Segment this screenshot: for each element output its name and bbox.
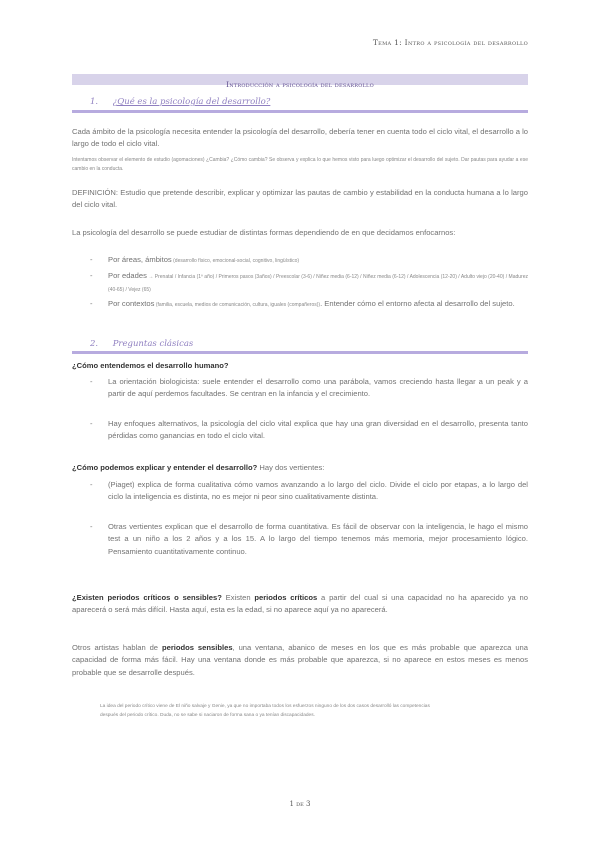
section-2-heading [72, 339, 528, 349]
question-1-text: ¿Cómo entendemos el desarrollo humano? [72, 361, 229, 370]
text-run: , una ventana, abanico de meses en los que es más probable que aparezca una capacidad de forma más fácil. Hay una ventana donde es más probable que aparezca, si no aparece en estos meses es menos probable que se desarrolle después. [72, 643, 528, 677]
sensitive-periods-term: periodos sensibles [161, 643, 233, 652]
paragraph-approaches: La psicología del desarrollo se puede estudiar de distintas formas dependiendo de en que decidamos enfocarnos: [72, 228, 456, 237]
section-2-underline [72, 351, 528, 354]
running-header: Tema 1: Intro a psicología del desarrollo [372, 38, 528, 47]
paragraph-critical-periods [72, 592, 528, 617]
list-item-alternative: - Hay enfoques alternativos, la psicología del ciclo vital explica que hay una gran diversidad en el desarrollo, presenta tanto pérdidas como ganancias en todo el ciclo vital. [90, 418, 528, 443]
list-item-main: Por contextos [108, 299, 155, 308]
question-2-after: Hay dos vertientes: [257, 463, 325, 472]
list-item-text: (Piaget) explica de forma cualitativa cómo vamos avanzando a lo largo del ciclo. Divide el ciclo por etapas, a lo largo del ciclo la inteligencia es distinta, no es mejor ni peor sino cualitativamente distinta. [108, 480, 528, 502]
section-1-title: ¿Qué es la psicología del desarrollo? [112, 97, 271, 107]
definition-text: : Estudio que pretende describir, explicar y optimizar las pautas de cambio y estabilidad en la conducta humana a lo largo del ciclo vital. [72, 188, 528, 210]
text-run: Otros artistas hablan de [72, 643, 162, 652]
list-item-areas: - Por áreas, ámbitos (desarrollo físico, emocional-social, cognitivo, lingüístico) [90, 255, 300, 264]
paragraph-sensitive-periods [72, 642, 528, 679]
critical-periods-term: periodos críticos [254, 593, 318, 602]
list-item-detail: (desarrollo físico, emocional-social, cognitivo, lingüístico) [171, 258, 300, 264]
question-3-text: ¿Existen periodos críticos o sensibles? [72, 593, 222, 602]
definition-label: DEFINICIÓN [72, 188, 116, 197]
list-item-text: Otras vertientes explican que el desarrollo de forma cuantitativa. Es fácil de observar con la inteligencia, le hago el mismo test a un niño a los 2 años y a los 15. A lo largo del tiempo tenemos más memoria, mejor procesamiento lógico. Pensamiento cuantitativamente continuo. [108, 522, 528, 556]
section-1-heading [72, 97, 528, 107]
list-item-piaget: - (Piaget) explica de forma cualitativa cómo vamos avanzando a lo largo del ciclo. Divide el ciclo por etapas, a lo largo del ciclo la inteligencia es distinta, no es mejor ni peor sino cualitativamente distinta. [90, 479, 528, 504]
list-item-text: La orientación biologicista: suele entender el desarrollo como una parábola, vamos creciendo hasta llegar a un peak y a partir de aquí perdemos facultades. Se centran en la infancia y el crecimiento. [108, 377, 528, 399]
list-item-main: Por áreas, ámbitos [108, 255, 172, 264]
paragraph-intro-small: Intentamos observar el elemento de estudio (agomaciones) ¿Cambia? ¿Cómo cambia? Se observa y explica lo que hemos visto para luego optimizar el desarrollo del sujeto. Dar pautas para ayudar a ese cambio en la conducta. [72, 157, 528, 172]
section-1-underline [72, 110, 528, 113]
section-2-title: Preguntas clásicas [112, 339, 194, 349]
list-item-after: . Entender cómo el entorno afecta al desarrollo del sujeto. [320, 299, 515, 308]
list-item-biologicist: - La orientación biologicista: suele entender el desarrollo como una parábola, vamos creciendo hasta llegar a un peak y a partir de aquí perdemos facultades. Se centran en la infancia y el crecimiento. [90, 376, 528, 401]
list-item-main: Por edades [108, 271, 147, 280]
list-item-contexts: - Por contextos (familia, escuela, medios de comunicación, cultura, iguales (compañeros)). Entender cómo el entorno afecta al desarrollo del sujeto. [90, 299, 515, 308]
title-banner [72, 74, 528, 89]
definition-paragraph [72, 187, 528, 212]
section-1-number: 1. [90, 97, 99, 107]
list-item-detail: (familia, escuela, medios de comunicación, cultura, iguales (compañeros)) [154, 302, 321, 308]
footnote: La idea del periodo crítico viene de El niño salvaje y Genie, ya que no importaba todos los esfuerzos ninguno de los dos casos desarrolló las competencias después del periodo crítico. Duda, no se sabe si naciaron de forma sana o ya tenían discapacidades. [100, 704, 430, 718]
text-run: Existen [221, 593, 255, 602]
question-1 [72, 360, 528, 372]
list-item-text: Hay enfoques alternativos, la psicología del ciclo vital explica que hay una gran diversidad en el desarrollo, presenta tanto pérdidas como ganancias en todo el ciclo vital. [108, 419, 528, 441]
list-item-ages: - Por edades → Prenatal / Infancia (1º año) / Primeros pasos (3años) / Preescolar (3-6) / Niñez media (6-12) / Niñez media (6-12) / Adolescencia (12-20) / Adulto viejo (20-40) / Madurez (40-65) / Vejez (65) [90, 271, 528, 294]
list-item-quantitative: - Otras vertientes explican que el desarrollo de forma cuantitativa. Es fácil de observar con la inteligencia, le hago el mismo test a un niño a los 2 años y a los 15. A lo largo del tiempo tenemos más memoria, mejor procesamiento lógico. Pensamiento cuantitativamente continuo. [90, 521, 528, 558]
paragraph-intro: Cada ámbito de la psicología necesita entender la psicología del desarrollo, debería tener en cuenta todo el ciclo vital, el desarrollo a lo largo de todo el ciclo vital. [72, 127, 528, 149]
section-2-number: 2. [90, 339, 99, 349]
question-2-text: ¿Cómo podemos explicar y entender el desarrollo? [72, 463, 258, 472]
text-run: a partir del cual si una capacidad no ha aparecido ya no aparecerá o será más difícil. Hasta aquí, esta es la edad, si no aparece aquí ya no aparecerá. [72, 593, 528, 615]
list-item-detail: → Prenatal / Infancia (1º año) / Primeros pasos (3años) / Preescolar (3-6) / Niñez media (6-12) / Niñez media (6-12) / Adolescencia (12-20) / Adulto viejo (20-40) / Madurez (40-65) / Vejez (65) [108, 274, 528, 294]
page-number: 1 de 3 [289, 800, 311, 808]
page-title: Introducción a psicología del desarrollo [226, 80, 374, 89]
question-2 [72, 462, 528, 474]
